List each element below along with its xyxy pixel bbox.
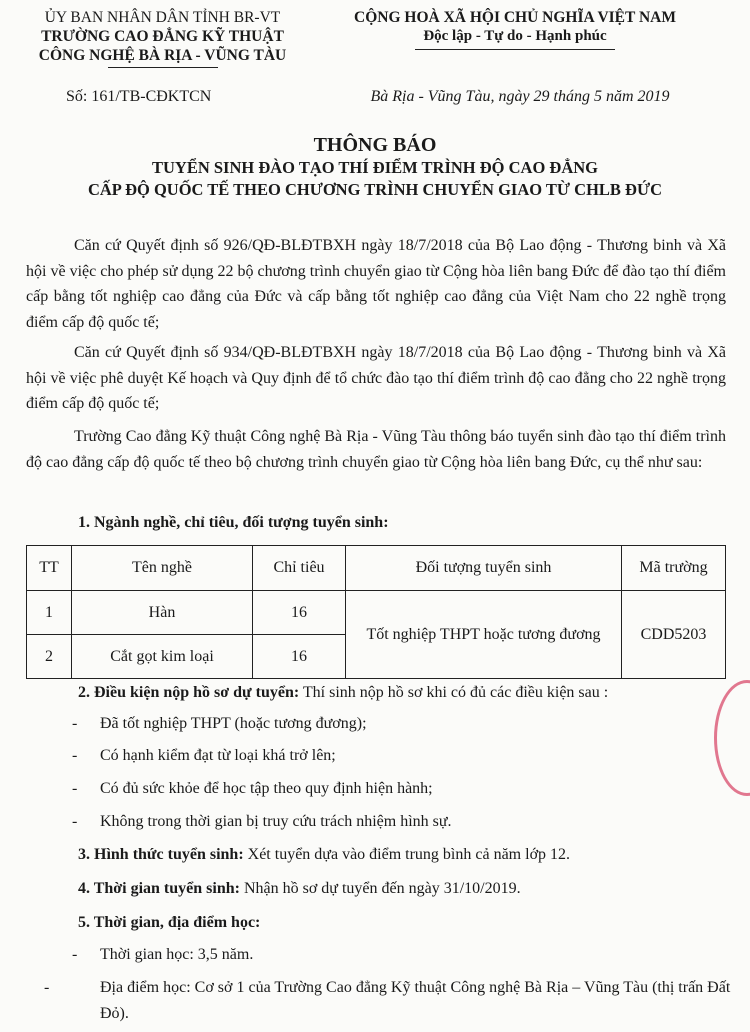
col-target: Đối tượng tuyển sinh	[346, 546, 622, 591]
section5-heading: 5. Thời gian, địa điểm học:	[78, 914, 261, 931]
issuer-school-line2: CÔNG NGHỆ BÀ RỊA - VŨNG TÀU	[38, 47, 287, 64]
section3-heading: 3. Hình thức tuyển sinh:	[78, 846, 244, 863]
document-number: Số: 161/TB-CĐKTCN	[66, 88, 212, 105]
issuer-school-line1: TRƯỜNG CAO ĐẲNG KỸ THUẬT	[41, 28, 284, 45]
quota-table	[26, 545, 726, 679]
section4-heading: 4. Thời gian tuyển sinh:	[78, 880, 240, 897]
list-item: - Không trong thời gian bị truy cứu trách nhiệm hình sự.	[72, 813, 452, 830]
section2-heading: 2. Điều kiện nộp hồ sơ dự tuyển:	[78, 684, 300, 701]
title-line3: CẤP ĐỘ QUỐC TẾ THEO CHƯƠNG TRÌNH CHUYỂN GIAO TỪ CHLB ĐỨC	[87, 180, 663, 199]
national-divider	[415, 49, 615, 50]
row1-tt: 1	[27, 591, 72, 635]
issuer-divider	[108, 67, 218, 68]
title-main: THÔNG BÁO	[313, 134, 437, 156]
national-motto: Độc lập - Tự do - Hạnh phúc	[423, 28, 607, 44]
col-name: Tên nghề	[72, 546, 253, 591]
school-code-cell: CDD5203	[622, 591, 726, 679]
paragraph-announcement: Trường Cao đẳng Kỹ thuật Công nghệ Bà Rịa - Vũng Tàu thông báo tuyển sinh đào tạo thí điểm trình độ cao đẳng cấp độ quốc tế theo bộ chương trình chuyển giao từ Cộng hòa liên bang Đức, cụ thể như sau:	[26, 428, 726, 471]
row2-tt: 2	[27, 635, 72, 679]
document-title	[0, 133, 750, 201]
list-item: - Địa điểm học: Cơ sở 1 của Trường Cao đẳng Kỹ thuật Công nghệ Bà Rịa – Vũng Tàu (thị trấn Đất Đỏ).	[44, 979, 731, 1022]
section4-text: Nhận hồ sơ dự tuyển đến ngày 31/10/2019.	[239, 880, 521, 897]
section3-text: Xét tuyển dựa vào điểm trung bình cả năm lớp 12.	[243, 846, 571, 863]
target-cell: Tốt nghiệp THPT hoặc tương đương	[346, 591, 622, 679]
table-row	[27, 591, 726, 635]
col-tt: TT	[27, 546, 72, 591]
section2	[78, 684, 728, 702]
list-item: - Có hạnh kiểm đạt từ loại khá trở lên;	[72, 747, 336, 764]
national-title: CỘNG HOÀ XÃ HỘI CHỦ NGHĨA VIỆT NAM	[354, 9, 676, 26]
section4	[78, 880, 728, 898]
row1-name: Hàn	[72, 591, 253, 635]
row1-quota: 16	[253, 591, 346, 635]
row2-quota: 16	[253, 635, 346, 679]
document-date: Bà Rịa - Vũng Tàu, ngày 29 tháng 5 năm 2019	[370, 88, 670, 105]
issuer-header	[0, 8, 325, 68]
national-header	[325, 8, 705, 50]
list-item: - Đã tốt nghiệp THPT (hoặc tương đương);	[72, 715, 367, 732]
paragraph-decision-934: Căn cứ Quyết định số 934/QĐ-BLĐTBXH ngày 18/7/2018 của Bộ Lao động - Thương binh và Xã hội về việc phê duyệt Kế hoạch và Quy định để tổ chức đào tạo thí điểm trình độ cao đẳng cho 22 nghề trọng điểm cấp độ quốc tế;	[26, 344, 726, 412]
list-item: - Thời gian học: 3,5 năm.	[72, 946, 254, 963]
table-header-row	[27, 546, 726, 591]
paragraph-decision-926: Căn cứ Quyết định số 926/QĐ-BLĐTBXH ngày 18/7/2018 của Bộ Lao động - Thương binh và Xã hội về việc cho phép sử dụng 22 bộ chương trình chuyển giao từ Cộng hòa liên bang Đức để đào tạo thí điểm cấp bằng tốt nghiệp cao đẳng của Đức và cấp bằng tốt nghiệp cao đẳng của Việt Nam cho 22 nghề trọng điểm cấp độ quốc tế;	[26, 237, 726, 331]
row2-name: Cắt gọt kim loại	[72, 635, 253, 679]
section1-heading: 1. Ngành nghề, chỉ tiêu, đối tượng tuyển sinh:	[78, 514, 389, 531]
section3	[78, 846, 728, 864]
issuer-authority: ỦY BAN NHÂN DÂN TỈNH BR-VT	[44, 9, 281, 26]
col-quota: Chỉ tiêu	[253, 546, 346, 591]
list-item: - Có đủ sức khỏe để học tập theo quy định hiện hành;	[72, 780, 433, 797]
section2-intro: Thí sinh nộp hồ sơ khi có đủ các điều kiện sau :	[299, 684, 609, 701]
col-school-code: Mã trường	[622, 546, 726, 591]
title-line2: TUYỂN SINH ĐÀO TẠO THÍ ĐIỂM TRÌNH ĐỘ CAO ĐẲNG	[151, 158, 599, 177]
